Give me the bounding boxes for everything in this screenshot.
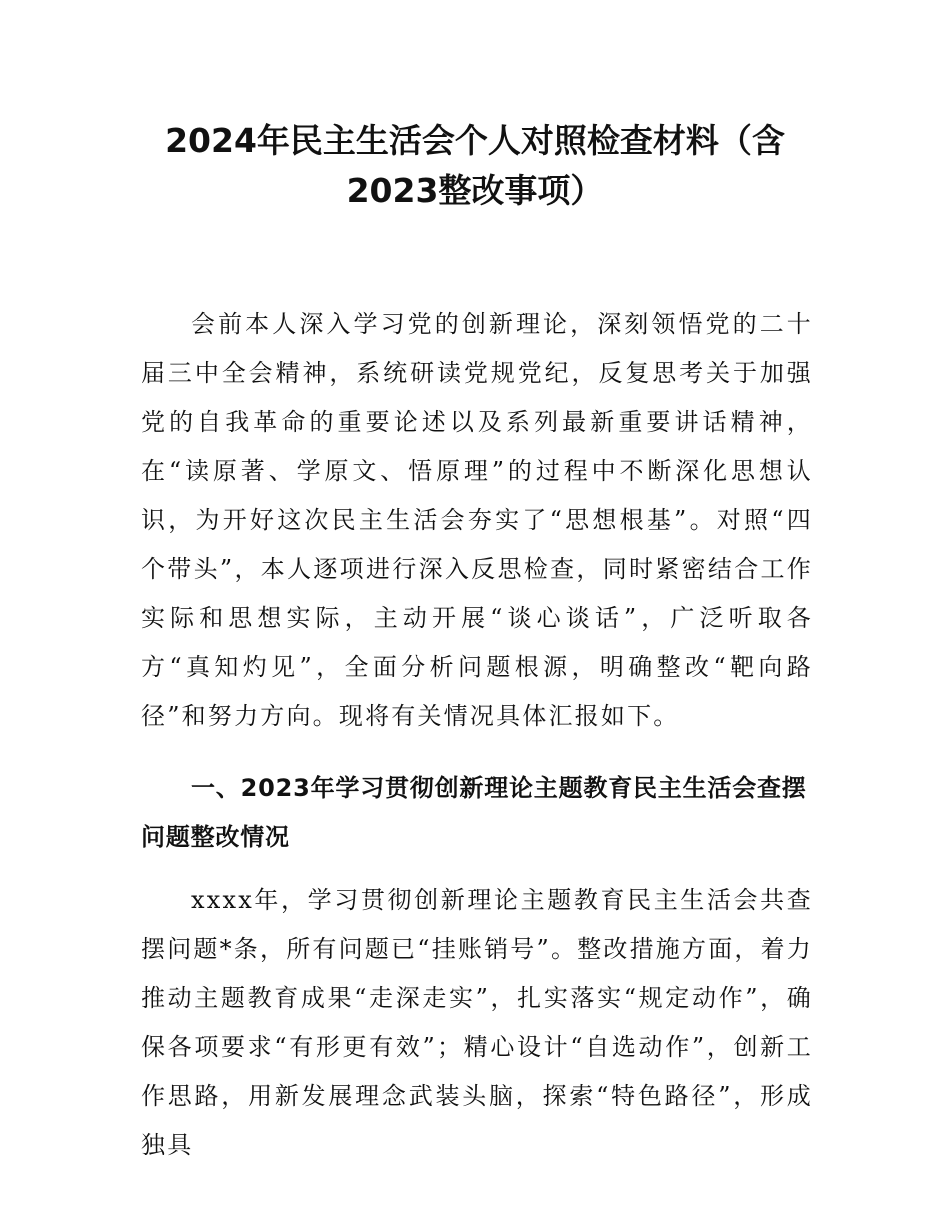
document-title <box>120 116 830 216</box>
title-line-1: 2024年民主生活会个人对照检查材料（含 <box>165 121 785 160</box>
title-line-2: 2023整改事项） <box>346 171 604 210</box>
section-heading: 一、2023年学习贯彻创新理论主题教育民主生活会查摆问题整改情况 <box>141 774 807 851</box>
intro-paragraph: 会前本人深入学习党的创新理论，深刻领悟党的二十届三中全会精神，系统研读党规党纪，反复思考关于加强党的自我革命的重要论述以及系列最新重要讲话精神，在“读原著、学原文、悟原理”的过程中不断深化思想认识，为开好这次民主生活会夯实了“思想根基”。对照“四个带头”，本人逐项进行深入反思检查，同时紧密结合工作实际和思想实际，主动开展“谈心谈话”，广泛听取各方“真知灼见”，全面分析问题根源，明确整改“靶向路径”和努力方向。现将有关情况具体汇报如下。 <box>141 310 813 730</box>
section-paragraph: xxxx年，学习贯彻创新理论主题教育民主生活会共查摆问题*条，所有问题已“挂账销号”。整改措施方面，着力推动主题教育成果“走深走实”，扎实落实“规定动作”，确保各项要求“有形更有效”；精心设计“自选动作”，创新工作思路，用新发展理念武装头脑，探索“特色路径”，形成独具 <box>141 886 813 1159</box>
